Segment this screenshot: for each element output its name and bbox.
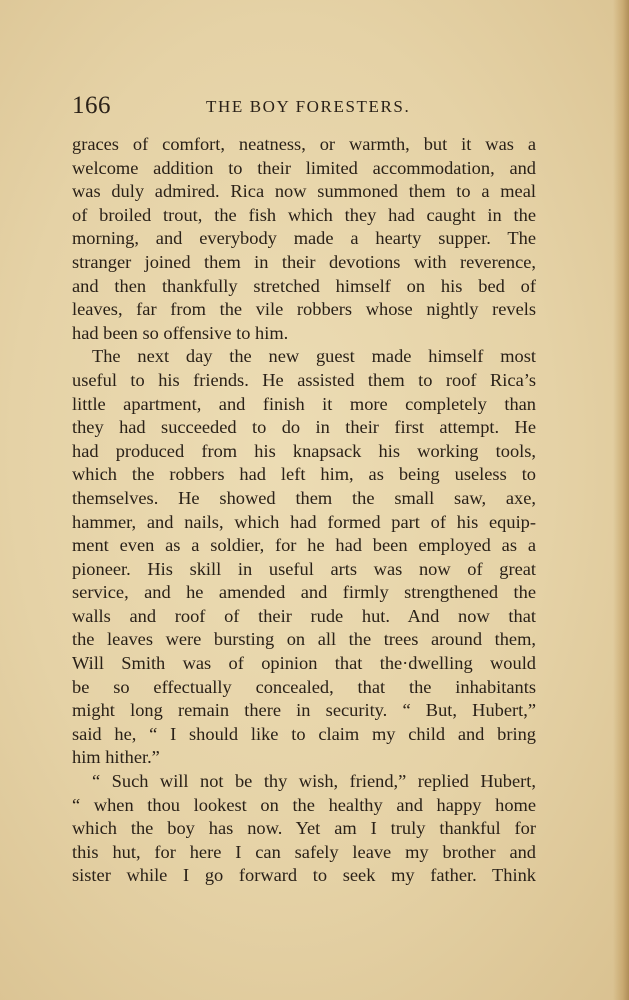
text-line: pioneer. His skill in useful arts was now of great [72,558,536,579]
text-line: had produced from his knapsack his working tools, [72,440,536,461]
text-line: which the robbers had left him, as being useless to [72,464,536,485]
text-line: this hut, for here I can safely leave my brother and [72,841,536,862]
text-line: hammer, and nails, which had formed part of his equip- [72,511,536,532]
text-line: might long remain there in security. “ But, Hubert,” [72,700,536,721]
text-line: of broiled trout, the fish which they had caught in the [72,204,536,225]
text-line: had been so offensive to him. [72,322,289,343]
text-line: “ when thou lookest on the healthy and happy home [72,794,536,815]
page-edge-shadow [613,0,629,1000]
text-line: ment even as a soldier, for he had been employed as a [72,535,536,556]
text-line: sister while I go forward to seek my father. Think [72,865,536,886]
text-line: The next day the new guest made himself most [92,346,536,367]
text-line: graces of comfort, neatness, or warmth, but it was a [72,134,536,154]
text-line: which the boy has now. Yet am I truly thankful for [72,818,536,839]
text-line: little apartment, and finish it more completely than [72,393,536,414]
text-line: him hither.” [72,747,160,768]
text-line: said he, “ I should like to claim my child and bring [72,723,536,744]
text-line: was duly admired. Rica now summoned them to a meal [72,181,536,202]
running-head: THE BOY FORESTERS. [206,97,411,116]
page-number: 166 [72,92,111,119]
text-line: useful to his friends. He assisted them to roof Rica’s [72,369,536,390]
text-line: and then thankfully stretched himself on his bed of [72,275,536,296]
text-line: Will Smith was of opinion that the·dwelling would [72,653,536,674]
text-line: be so effectually concealed, that the inhabitants [72,676,536,697]
body-text [72,133,536,888]
text-line: stranger joined them in their devotions with reverence, [72,251,536,272]
text-line: themselves. He showed them the small saw, axe, [72,487,536,508]
text-line: welcome addition to their limited accommodation, and [72,157,536,178]
text-line: leaves, far from the vile robbers whose nightly revels [72,299,536,320]
text-line: they had succeeded to do in their first attempt. He [72,417,536,438]
text-line: the leaves were bursting on all the trees around them, [72,629,536,650]
text-line: “ Such will not be thy wish, friend,” replied Hubert, [92,771,536,792]
text-line: walls and roof of their rude hut. And now that [72,605,536,626]
text-line: morning, and everybody made a hearty supper. The [72,228,536,249]
text-line: service, and he amended and firmly strengthened the [72,582,536,603]
page-header [72,92,536,120]
